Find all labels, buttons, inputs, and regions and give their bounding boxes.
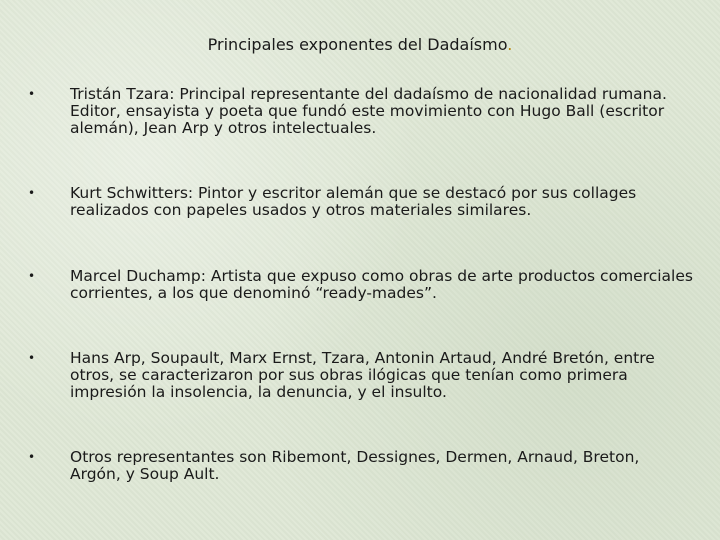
bullet-item-duchamp (28, 268, 693, 302)
bullet-text: Tristán Tzara: Principal representante del dadaísmo de nacionalidad rumana. Editor, ensayista y poeta que fundó este movimiento con Hugo Ball (escritor alemán), Jean Arp y otros intelectuales. (70, 85, 667, 137)
bullet-item-tzara (28, 86, 693, 137)
bullet-item-arp-group (28, 350, 693, 401)
bullet-text: Kurt Schwitters: Pintor y escritor alemán que se destacó por sus collages realizados con papeles usados y otros materiales similares. (70, 184, 637, 219)
bullet-marker: • (28, 186, 36, 200)
bullet-text: Marcel Duchamp: Artista que expuso como obras de arte productos comerciales corrientes, a los que denominó “ready-mades”. (70, 267, 693, 302)
bullet-item-others (28, 449, 693, 483)
bullet-marker: • (28, 269, 36, 283)
bullet-marker: • (28, 87, 36, 101)
slide-title-dot: . (507, 35, 513, 54)
bullet-marker: • (28, 450, 36, 464)
bullet-item-schwitters (28, 185, 693, 219)
bullet-text: Otros representantes son Ribemont, Dessignes, Dermen, Arnaud, Breton, Argón, y Soup Ault. (70, 448, 640, 483)
bullet-text: Hans Arp, Soupault, Marx Ernst, Tzara, Antonin Artaud, André Bretón, entre otros, se caracterizaron por sus obras ilógicas que tenían como primera impresión la insolencia, la denuncia, y el insulto. (70, 349, 655, 401)
slide-title-text: Principales exponentes del Dadaísmo (207, 35, 508, 54)
slide-title (0, 34, 720, 56)
bullet-marker: • (28, 351, 36, 365)
